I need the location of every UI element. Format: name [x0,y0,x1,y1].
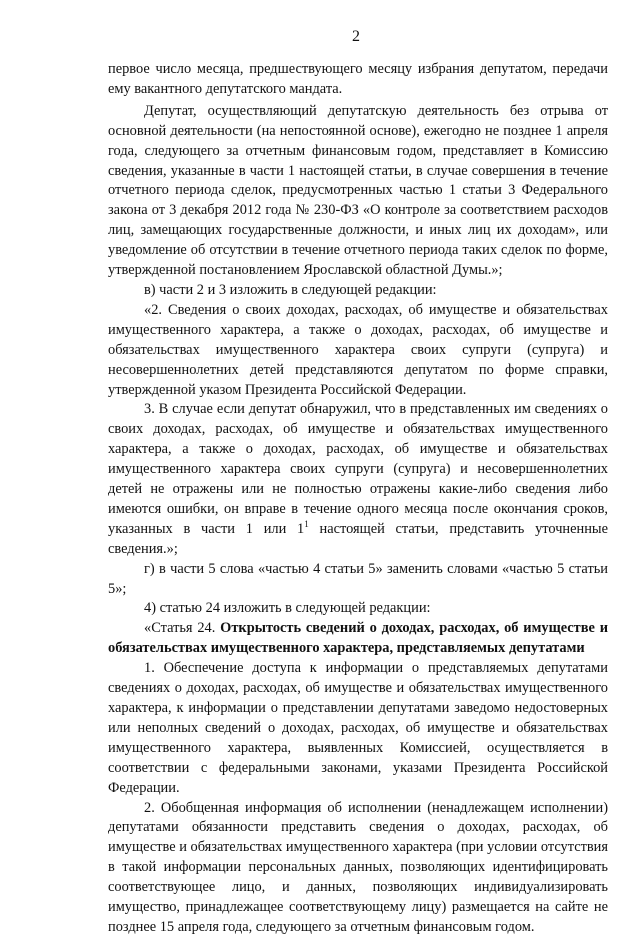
article-24-heading [108,619,608,659]
paragraph-continuation: первое число месяца, предшествующего месяцу избрания депутатом, передачи ему вакантного депутатского мандата. [108,61,608,97]
article-24-label: «Статья 24. [144,620,221,637]
superscript: 1 [304,519,309,530]
paragraph-part-3-end: настоящей статьи, представить уточненные сведения.»; [108,520,608,557]
paragraph-part-3-text: 3. В случае если депутат обнаружил, что в представленных им сведениях о своих доходах, расходах, об имуществе и обязательствах имущественного характера, а также о доходах, расходах, об имуществе и обязательствах имущественного характера своих супруги (супруга) и несовершеннолетних детей не отражены или не полностью отражены какие-либо сведения либо имеются ошибки, он вправе в течение одного месяца после окончания сроков, указанных в части 1 или 1 [108,401,608,537]
article-24-title: Открытость сведений о доходах, расходах, об имуществе и обязательствах имущественного характера, представляемых депутатами [108,620,608,657]
document-body [108,60,608,938]
paragraph-part-2: «2. Сведения о своих доходах, расходах, об имуществе и обязательствах имущественного характера, а также о доходах, расходах, об имуществе и обязательствах имущественного характера своих супруги (супруга) и несовершеннолетних детей представляются депутатом по форме справки, утвержденной указом Президента Российской Федерации. [108,301,608,398]
paragraph-amendment-4: 4) статью 24 изложить в следующей редакции: [144,600,431,617]
paragraph-amendment-v: в) части 2 и 3 изложить в следующей редакции: [144,281,437,298]
paragraph-part-3 [108,400,608,559]
paragraph-article-24-part-2: 2. Обобщенная информация об исполнении (ненадлежащем исполнении) депутатами обязанности представить сведения о доходах, расходах, об имуществе и обязательствах имущественного характера (при условии отсутствия в такой информации персональных данных, позволяющих идентифицировать соответствующее лицо, и данных, позволяющих индивидуализировать имущество, принадлежащее соответствующему лицу) размещается на сайте не позднее 15 апреля года, следующего за отчетным финансовым годом. [108,799,608,935]
page-number: 2 [352,28,360,45]
paragraph-amendment-g: г) в части 5 слова «частью 4 статьи 5» заменить словами «частью 5 статьи 5»; [108,560,608,597]
paragraph-article-24-part-1: 1. Обеспечение доступа к информации о представляемых депутатами сведениях о доходах, расходах, об имуществе и обязательствах имущественного характера, к информации о представлении депутатами заведомо недостоверных или неполных сведений о доходах, расходах, об имуществе и обязательствах имущественного характера, выявленных Комиссией, осуществляется в соответствии с федеральными законами, указами Президента Российской Федерации. [108,660,608,796]
paragraph-deputy-annual-report: Депутат, осуществляющий депутатскую деятельность без отрыва от основной деятельности (на непостоянной основе), ежегодно не позднее 1 апреля года, следующего за отчетным финансовым годом, представляет в Комиссию сведения, указанные в части 1 настоящей статьи, в случае совершения в течение отчетного периода сделок, предусмотренных частью 1 статьи 3 Федерального закона от 3 декабря 2012 года № 230-ФЗ «О контроле за соответствием расходов лиц, замещающих государственные должности, и иных лиц их доходам», или уведомление об отсутствии в течение отчетного периода таких сделок по форме, утвержденной постановлением Ярославской областной Думы.»; [108,102,608,279]
